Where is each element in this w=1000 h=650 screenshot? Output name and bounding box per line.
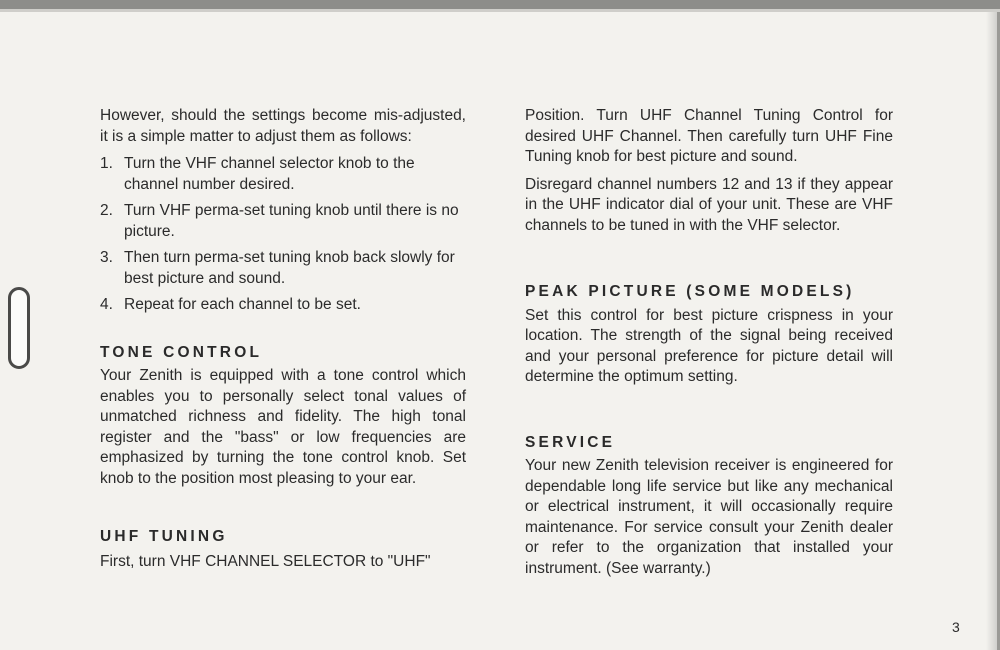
- step-number: 3.: [100, 249, 113, 266]
- peak-picture-paragraph: Set this control for best picture crispness in your location. The strength of the signal being received and your personal preference for picture detail will determine the optimum setting.: [525, 306, 893, 385]
- list-item: [100, 248, 466, 289]
- page-number: 3: [952, 619, 960, 635]
- tone-control-heading: TONE CONTROL: [100, 343, 263, 361]
- service-heading: SERVICE: [525, 433, 616, 451]
- binding-hole: [8, 287, 30, 369]
- step-number: 4.: [100, 296, 113, 313]
- step-number: 2.: [100, 202, 113, 219]
- service-paragraph: Your new Zenith television receiver is engineered for dependable long life service but like any mechanical or electrical instrument, it will occasionally require maintenance. For service consult your Zenith dealer or refer to the organization that installed your instrument. (See warranty.): [525, 457, 893, 577]
- right-column: [525, 106, 893, 579]
- step-text: Then turn perma-set tuning knob back slowly for best picture and sound.: [124, 249, 455, 287]
- step-number: 1.: [100, 155, 113, 172]
- disregard-paragraph: Disregard channel numbers 12 and 13 if they appear in the UHF indicator dial of your unit. These are VHF channels to be tuned in with the VHF selector.: [525, 175, 893, 234]
- uhf-tuning-paragraph: First, turn VHF CHANNEL SELECTOR to "UHF": [100, 552, 431, 570]
- step-text: Repeat for each channel to be set.: [124, 296, 361, 313]
- uhf-continued-paragraph: Position. Turn UHF Channel Tuning Control for desired UHF Channel. Then carefully turn UHF Fine Tuning knob for best picture and sound.: [525, 107, 893, 165]
- page-top-edge: [0, 0, 1000, 9]
- list-item: [100, 154, 466, 195]
- step-text: Turn the VHF channel selector knob to the channel number desired.: [124, 155, 415, 193]
- peak-picture-heading: PEAK PICTURE (SOME MODELS): [525, 283, 855, 300]
- intro-paragraph: However, should the settings become mis-adjusted, it is a simple matter to adjust them as follows:: [100, 107, 466, 145]
- left-column: [100, 106, 466, 572]
- page-top-line: [0, 9, 1000, 12]
- list-item: [100, 201, 466, 242]
- step-text: Turn VHF perma-set tuning knob until there is no picture.: [124, 202, 459, 240]
- list-item: [100, 295, 466, 316]
- adjustment-steps: [100, 154, 466, 316]
- uhf-tuning-heading: UHF TUNING: [100, 528, 228, 545]
- tone-control-paragraph: Your Zenith is equipped with a tone control which enables you to personally select tonal values of unmatched richness and fidelity. The high tonal register and the "bass" or low frequencies are emphasized by turning the tone control knob. Set knob to the position most pleasing to your ear.: [100, 367, 466, 487]
